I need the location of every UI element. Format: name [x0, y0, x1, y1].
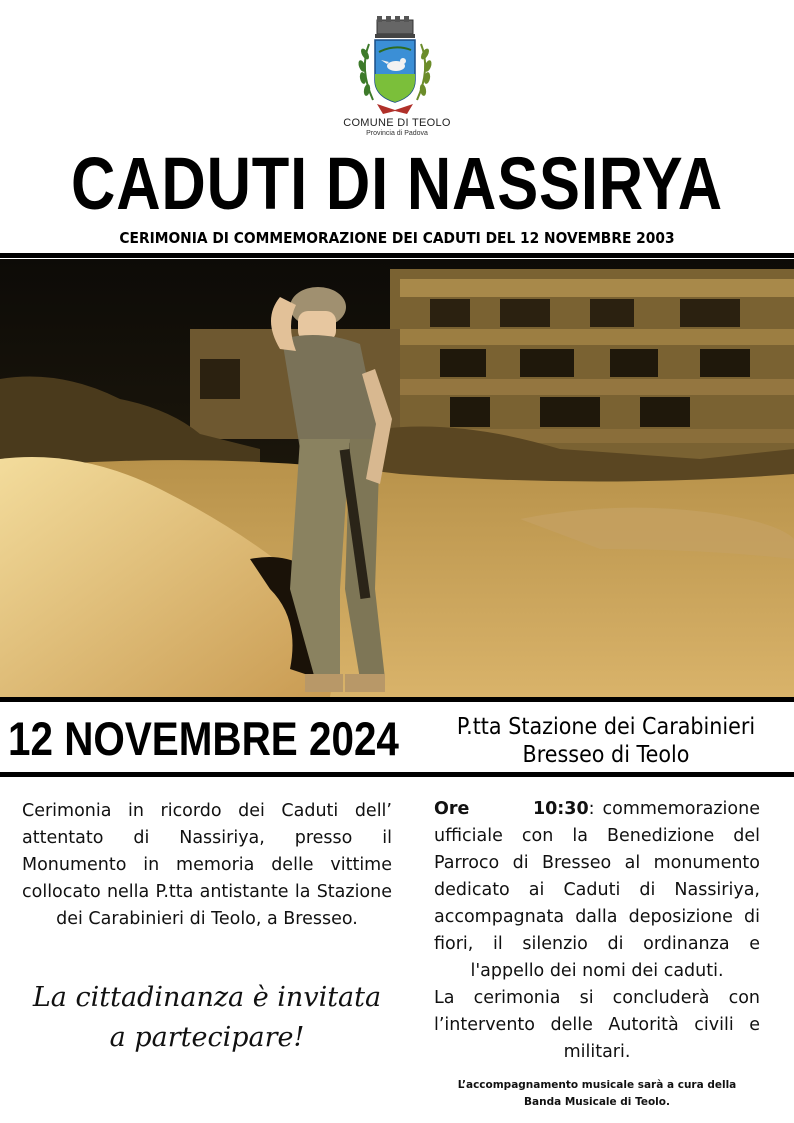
divider-photo-bottom: [0, 697, 794, 702]
comune-crest-logo: [347, 14, 443, 118]
laurel-branch-left-icon: [357, 44, 373, 100]
program-body-1: : commemorazione ufficiale con la Benedizione del Parroco di Bresseo al monumento dedicato ai Caduti di Nassiriya, accompagnata dalla deposizione di fiori, il silenzio di ordinanza e l'appello dei nomi dei caduti.: [434, 799, 760, 981]
divider-top: [0, 253, 794, 258]
program-text: [434, 796, 760, 1066]
page-subtitle: CERIMONIA DI COMMEMORAZIONE DEI CADUTI DEL 12 NOVEMBRE 2003: [119, 229, 675, 247]
page-title: CADUTI DI NASSIRYA: [71, 142, 723, 225]
ribbon-icon: [377, 104, 413, 114]
music-footnote: [434, 1077, 760, 1111]
soldier-ruins-image: [0, 259, 794, 697]
time-label: Ore: [434, 799, 470, 819]
provincia-name: Provincia di Padova: [366, 130, 428, 137]
event-place-line2: Bresseo di Teolo: [522, 742, 690, 768]
comune-name: COMUNE DI TEOLO: [343, 117, 451, 129]
footnote-line1: L’accompagnamento musicale sarà a cura della: [457, 1079, 737, 1091]
description-text: Cerimonia in ricordo dei Caduti dell’ attentato di Nassiriya, presso il Monumento in memoria delle vittime collocato nella P.tta antistante la Stazione dei Carabinieri di Teolo, a Bresseo.: [22, 801, 392, 929]
hero-photo: [0, 259, 794, 697]
event-place-line1: P.tta Stazione dei Carabinieri: [456, 714, 756, 740]
time-value: 10:30: [532, 799, 589, 819]
divider-banner-bottom: [0, 772, 794, 777]
invite-line1: La cittadinanza è invitata: [32, 982, 382, 1013]
oak-branch-right-icon: [417, 44, 433, 100]
invite-line2: a partecipare!: [109, 1022, 305, 1053]
event-date: 12 NOVEMBRE 2024: [8, 712, 399, 765]
crown-icon: [375, 16, 415, 38]
footnote-line2: Banda Musicale di Teolo.: [524, 1096, 670, 1108]
program-body-2: La cerimonia si concluderà con l’intervento delle Autorità civili e militari.: [434, 988, 760, 1062]
